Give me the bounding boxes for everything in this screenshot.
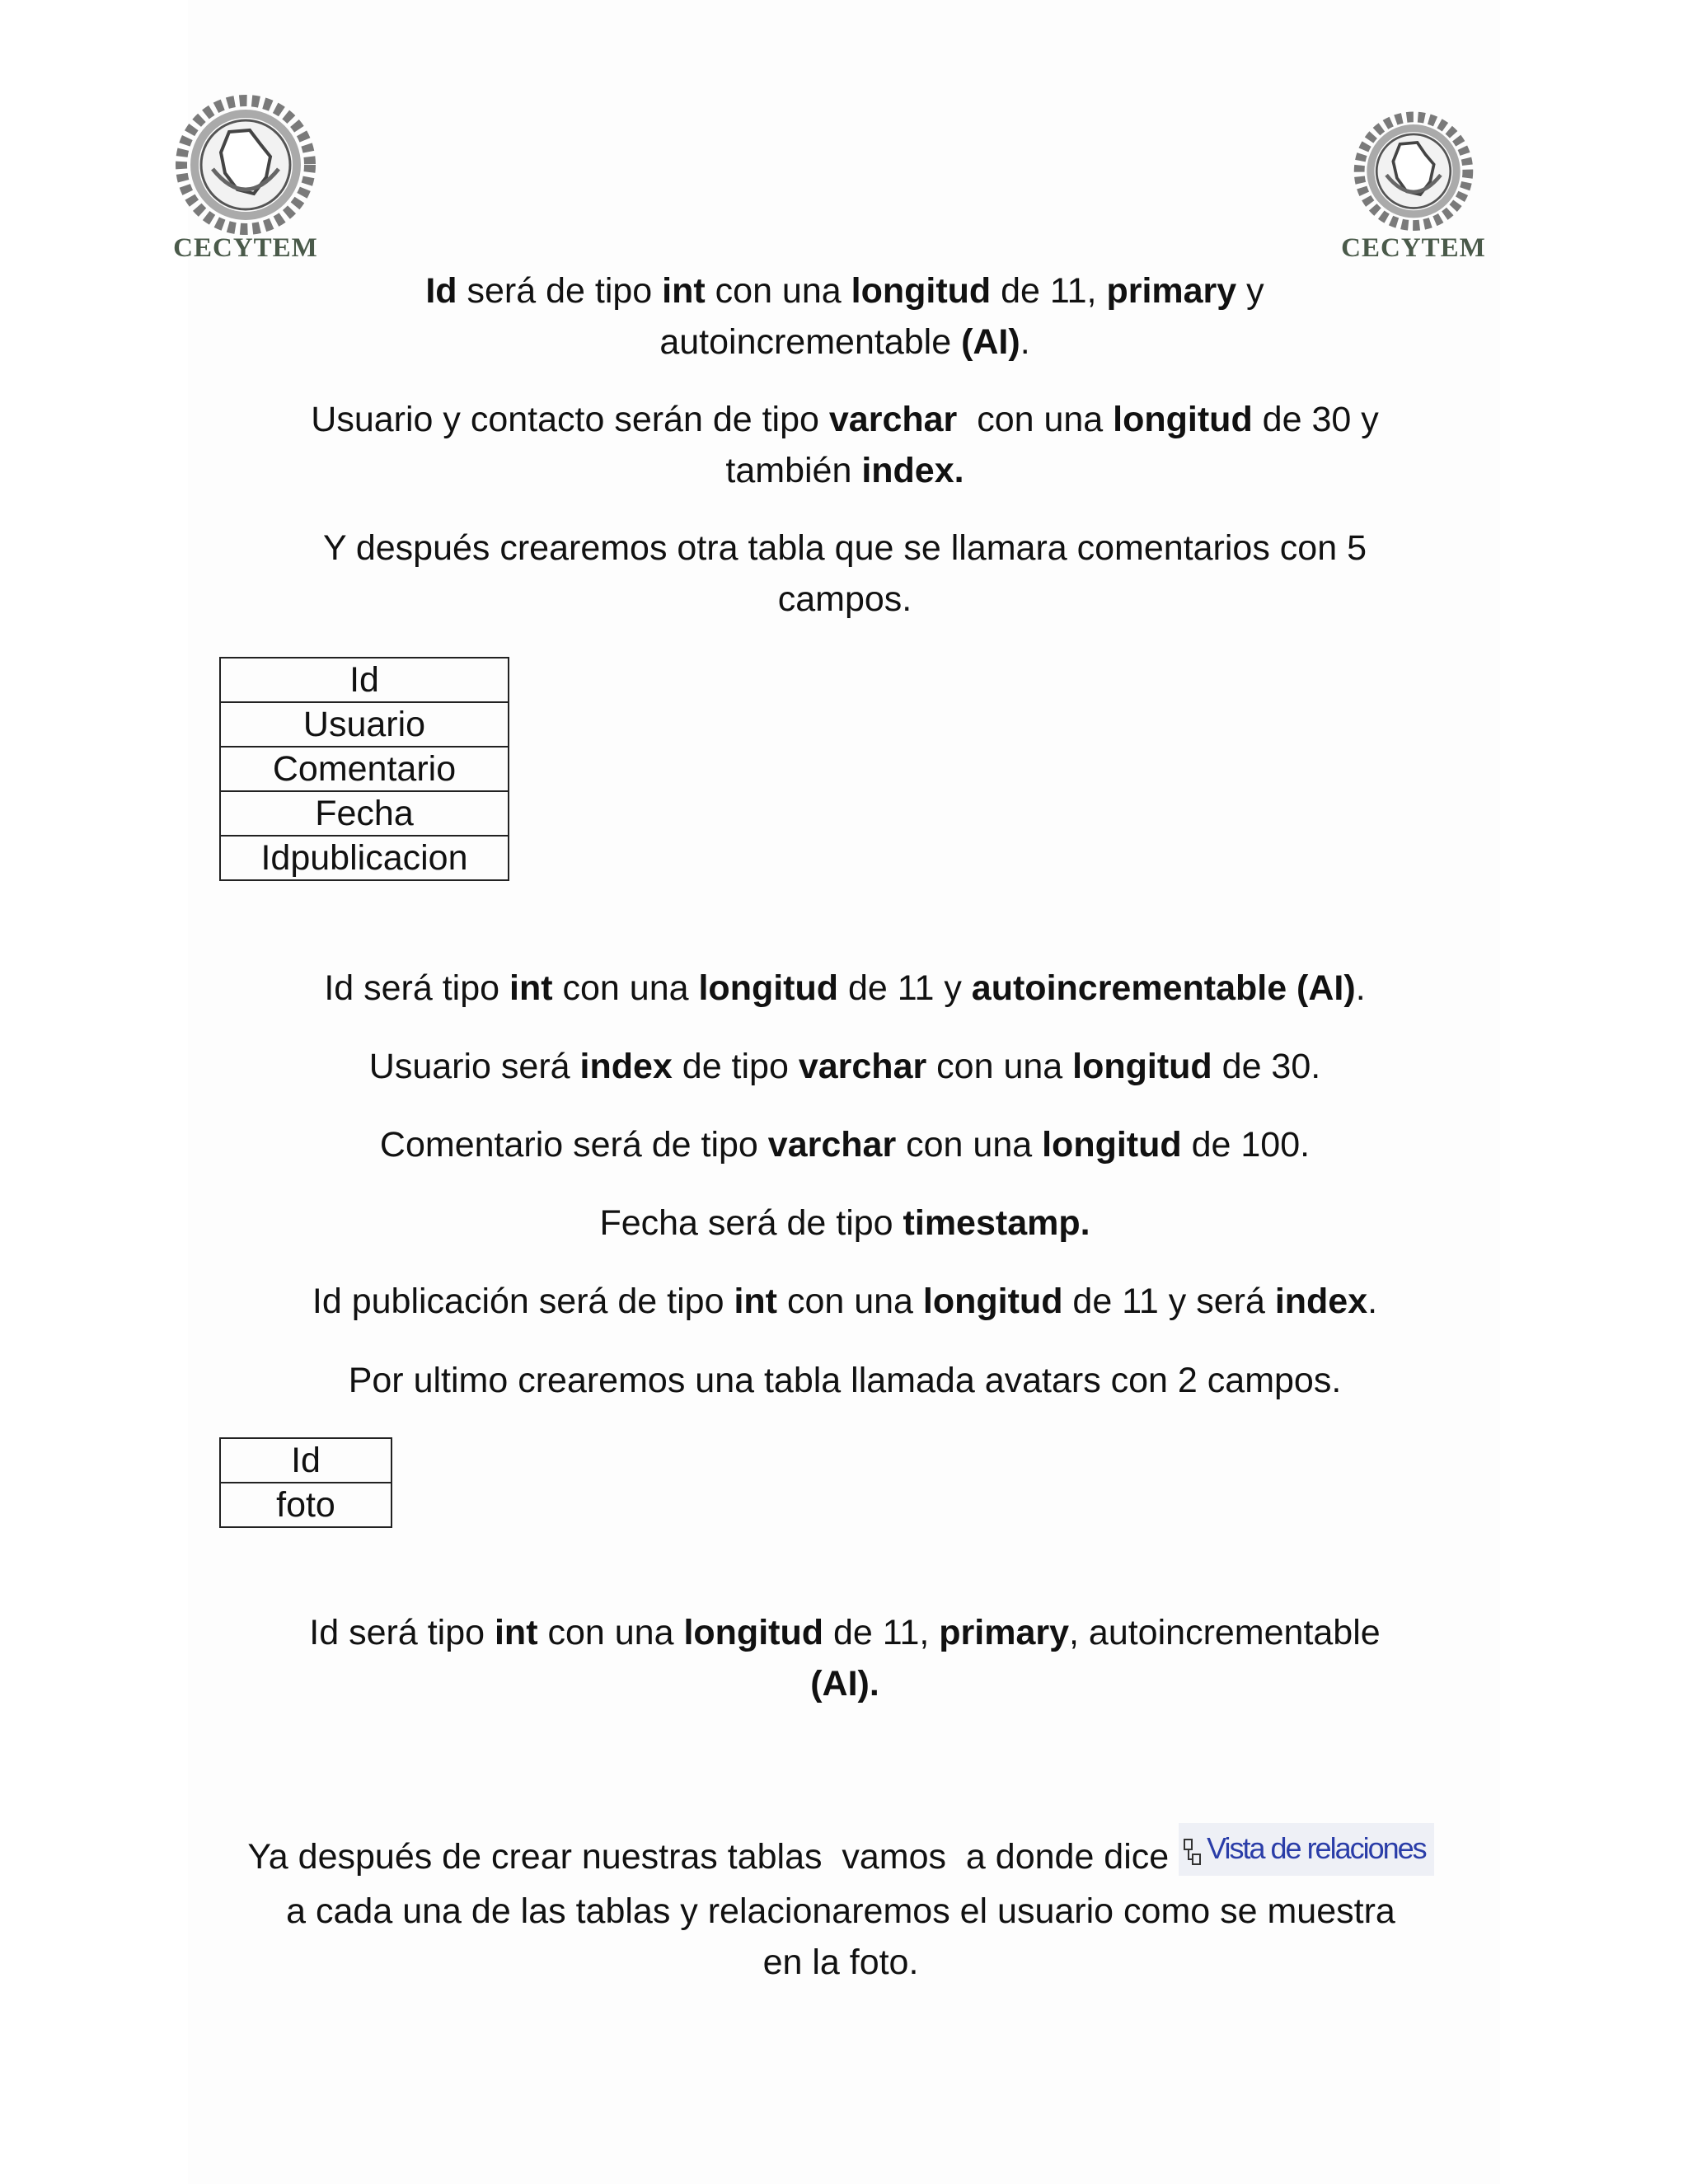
text: . xyxy=(1020,322,1030,362)
text: con una xyxy=(896,1125,1043,1165)
text: Y después crearemos otra tabla que se llamara comentarios con 5 xyxy=(322,528,1367,568)
table-cell: Comentario xyxy=(220,747,509,791)
text: de 11 y será xyxy=(1062,1282,1275,1321)
paragraph-avatars-intro xyxy=(214,1355,1475,1406)
paragraph-comentarios-intro xyxy=(214,523,1475,625)
logo-right-label: CECYTEM xyxy=(1341,233,1486,263)
text-bold: (AI). xyxy=(810,1664,879,1704)
text: autoincrementable xyxy=(659,322,962,362)
cecytem-logo-left xyxy=(171,95,320,268)
text: campos. xyxy=(777,579,912,619)
table-row xyxy=(220,836,509,880)
text: con una xyxy=(552,968,699,1008)
text-bold: int xyxy=(734,1282,777,1321)
text-bold: longitud xyxy=(698,968,839,1008)
paragraph-id-avatars xyxy=(214,1607,1475,1709)
text-bold: autoincrementable (AI) xyxy=(971,968,1356,1008)
text: de 11 y xyxy=(838,968,972,1008)
table-cell: foto xyxy=(220,1483,392,1527)
table-row xyxy=(220,1483,392,1527)
logo-left-label: CECYTEM xyxy=(173,233,318,263)
table-row xyxy=(220,702,509,747)
text: Id será tipo xyxy=(309,1613,495,1652)
text-bold: index xyxy=(1274,1282,1368,1321)
text: de 100. xyxy=(1181,1125,1311,1165)
relations-icon xyxy=(1184,1835,1202,1865)
paragraph-comentario xyxy=(214,1119,1475,1170)
text: Id será tipo xyxy=(324,968,510,1008)
text: Id publicación será de tipo xyxy=(312,1282,734,1321)
paragraph-vista-relaciones xyxy=(223,1831,1459,1988)
text: también xyxy=(725,451,862,490)
text-bold: (AI) xyxy=(961,322,1020,362)
table-cell: Fecha xyxy=(220,791,509,836)
text-bold: index xyxy=(579,1047,673,1086)
text: y xyxy=(1236,271,1264,311)
text: Por ultimo crearemos una tabla llamada avatars con 2 campos. xyxy=(348,1361,1342,1400)
paragraph-id-usuarios xyxy=(214,265,1475,368)
vista-relaciones-button[interactable] xyxy=(1179,1823,1434,1876)
text: con una xyxy=(777,1282,923,1321)
text-bold: varchar xyxy=(767,1125,897,1165)
text-bold: longitud xyxy=(1113,400,1253,439)
text-bold: int xyxy=(509,968,553,1008)
text: Usuario y contacto serán de tipo xyxy=(311,400,829,439)
table-row xyxy=(220,658,509,702)
text-bold: longitud xyxy=(683,1613,823,1652)
text: de 30. xyxy=(1212,1047,1321,1086)
text: . xyxy=(1367,1282,1378,1321)
text-bold: varchar xyxy=(798,1047,927,1086)
text: será de tipo xyxy=(457,271,663,311)
text: Ya después de crear nuestras tablas vamos a donde dice xyxy=(247,1837,1179,1877)
text-bold: longitud xyxy=(851,271,992,311)
table-row xyxy=(220,1438,392,1483)
vista-relaciones-label: Vista de relaciones xyxy=(1207,1830,1426,1865)
paragraph-usuario-comentarios xyxy=(214,1041,1475,1092)
text-bold: longitud xyxy=(922,1282,1063,1321)
paragraph-id-comentarios xyxy=(214,963,1475,1014)
table-comentarios xyxy=(219,657,509,881)
text-bold: index. xyxy=(861,451,964,490)
text: Fecha será de tipo xyxy=(599,1203,903,1243)
text: de tipo xyxy=(672,1047,799,1086)
text-bold: Id xyxy=(425,271,457,311)
table-cell: Usuario xyxy=(220,702,509,747)
text-bold: int xyxy=(662,271,706,311)
cecytem-logo-right xyxy=(1339,107,1488,280)
table-cell: Id xyxy=(220,1438,392,1483)
table-cell: Id xyxy=(220,658,509,702)
paragraph-id-publicacion xyxy=(214,1276,1475,1327)
table-row xyxy=(220,747,509,791)
text: en la foto. xyxy=(762,1942,919,1982)
table-cell: Idpublicacion xyxy=(220,836,509,880)
text: de 30 y xyxy=(1252,400,1379,439)
text-bold: longitud xyxy=(1042,1125,1182,1165)
text: . xyxy=(1355,968,1366,1008)
text: con una xyxy=(705,271,851,311)
paragraph-usuario-contacto xyxy=(214,394,1475,496)
text-bold: longitud xyxy=(1072,1047,1212,1086)
text-bold: int xyxy=(494,1613,538,1652)
text: a cada una de las tablas y relacionaremos el usuario como se muestra xyxy=(286,1891,1395,1931)
paragraph-fecha xyxy=(214,1197,1475,1249)
text: con una xyxy=(957,400,1114,439)
text: con una xyxy=(926,1047,1073,1086)
text-bold: primary xyxy=(1106,271,1237,311)
text-bold: timestamp. xyxy=(903,1203,1090,1243)
table-avatars xyxy=(219,1437,392,1528)
text-bold: varchar xyxy=(828,400,958,439)
text-bold: primary xyxy=(939,1613,1070,1652)
text: de 11, xyxy=(991,271,1107,311)
text: de 11, xyxy=(823,1613,940,1652)
text: Usuario será xyxy=(368,1047,580,1086)
text: , autoincrementable xyxy=(1069,1613,1381,1652)
table-row xyxy=(220,791,509,836)
text: Comentario será de tipo xyxy=(379,1125,768,1165)
text: con una xyxy=(537,1613,684,1652)
